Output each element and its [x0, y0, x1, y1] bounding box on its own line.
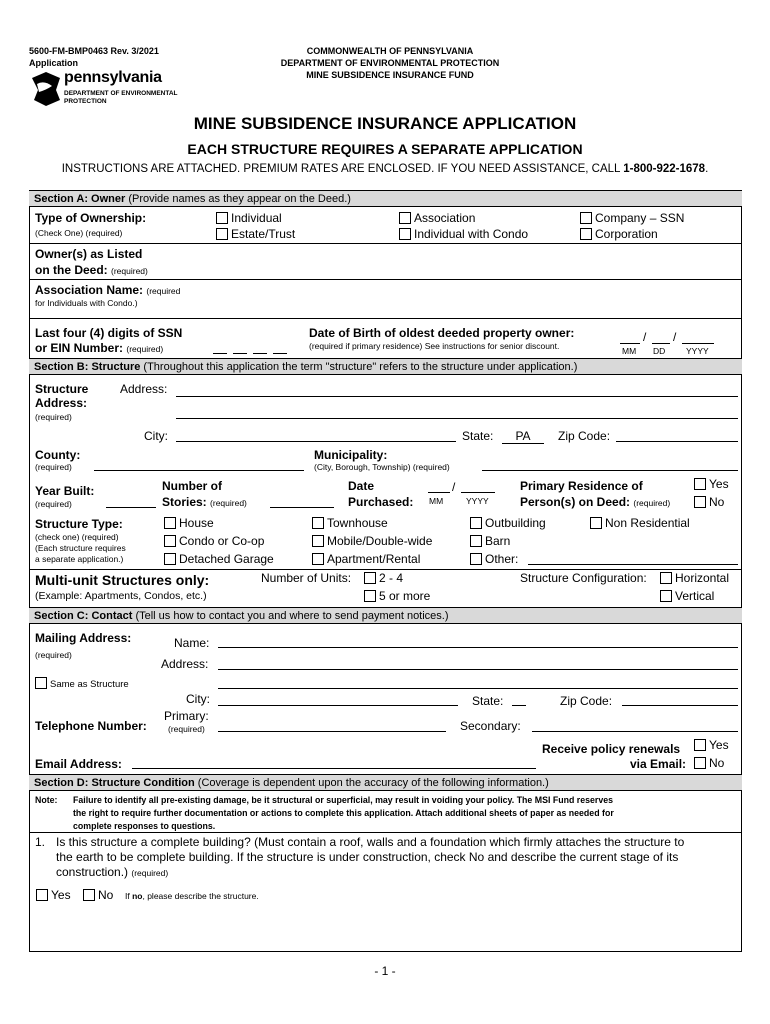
option-label: Individual [231, 211, 282, 225]
date-purchased-label: Date [348, 479, 375, 493]
structure-state-input[interactable]: PA [502, 429, 544, 444]
option-label: Horizontal [675, 571, 730, 585]
purchase-yyyy-hint: YYYY [466, 496, 489, 506]
option-label: Detached Garage [179, 552, 274, 566]
primary-yes-option[interactable] [694, 477, 729, 491]
contact-name-input[interactable] [218, 647, 738, 648]
agency-line3: MINE SUBSIDENCE INSURANCE FUND [306, 70, 474, 80]
option-label: Company – SSN [595, 211, 685, 225]
option-label: Estate/Trust [231, 227, 296, 241]
assoc-label-row [35, 283, 180, 297]
q1-line-3-text: construction.) [56, 865, 129, 879]
state-label: State: [462, 429, 494, 443]
ownership-condo-option[interactable] [399, 227, 528, 241]
section-c-header [29, 607, 742, 624]
renewals-label: Receive policy renewals [542, 742, 681, 756]
ownership-association-option[interactable] [399, 211, 475, 225]
primary-phone-label: Primary: [164, 709, 209, 723]
purchase-month-input[interactable] [428, 492, 450, 493]
owners-label: Owner(s) as Listed [35, 247, 143, 261]
section-c-title: Section C: Contact [34, 610, 133, 622]
dob-day-input[interactable] [652, 343, 670, 344]
checkbox[interactable] [312, 517, 324, 529]
q1-if-no-text [125, 891, 259, 901]
checkbox[interactable] [580, 228, 592, 240]
ownership-estate-option[interactable] [216, 227, 295, 241]
structure-type-label: Structure Type: [35, 517, 123, 531]
section-b-header [29, 358, 742, 375]
ownership-company-option[interactable] [580, 211, 684, 225]
owners-on-deed: on the Deed: [35, 263, 108, 277]
form-number: 5600-FM-BMP0463 Rev. 3/2021 [29, 46, 159, 56]
divider [29, 318, 742, 319]
dob-year-input[interactable] [682, 343, 714, 344]
q1-if-rest: , please describe the structure. [142, 891, 259, 901]
email-renew-no-option[interactable] [694, 756, 724, 770]
units-label: Number of Units: [261, 571, 352, 585]
structure-address-input[interactable] [176, 396, 738, 397]
note-label: Note: [35, 795, 58, 805]
checkbox[interactable] [216, 212, 228, 224]
dob-yyyy-hint: YYYY [686, 346, 709, 356]
renewals-label-2: via Email: [630, 757, 687, 771]
purchase-mm-hint: MM [429, 496, 444, 506]
logo-dept: DEPARTMENT OF ENVIRONMENTAL [64, 90, 178, 97]
page-title: MINE SUBSIDENCE INSURANCE APPLICATION [193, 114, 577, 133]
q1-yes-option[interactable] [36, 888, 71, 902]
stories-label-2 [162, 495, 247, 509]
option-label: Outbuilding [485, 516, 546, 530]
form-type: Application [29, 58, 78, 68]
option-label: Individual with Condo [414, 227, 529, 241]
primary-label-b: Person(s) on Deed: [520, 495, 631, 509]
structure-address-label: Structure [35, 382, 89, 396]
page-subtitle: EACH STRUCTURE REQUIRES A SEPARATE APPLICATION [187, 141, 583, 157]
structure-type-req-1: (check one) (required) [35, 532, 119, 542]
primary-phone-input[interactable] [218, 731, 446, 732]
type-nonresidential-option[interactable] [590, 516, 690, 530]
q1-line-1: Is this structure a complete building? (Must contain a roof, walls and a foundation which firmly attaches the structure to [56, 835, 685, 849]
stories-input[interactable] [270, 507, 334, 508]
stories-label: Number of [162, 479, 222, 493]
date-purchased-label-2: Purchased: [348, 495, 414, 509]
contact-zip-input[interactable] [622, 705, 738, 706]
option-label: Vertical [675, 589, 715, 603]
checkbox[interactable] [164, 535, 176, 547]
q1-number: 1. [35, 835, 46, 849]
owners-input[interactable] [170, 246, 740, 278]
type-barn-option[interactable] [470, 534, 510, 548]
year-built-label: Year Built: [35, 484, 95, 498]
primary-req: (required) [633, 498, 671, 508]
instructions-line: INSTRUCTIONS ARE ATTACHED. PREMIUM RATES ARE ENCLOSED. IF YOU NEED ASSISTANCE, CALL 1-800-922-1678. [61, 163, 709, 175]
q1-description-input[interactable] [36, 906, 736, 948]
secondary-phone-label: Secondary: [460, 719, 521, 733]
option-label: Non Residential [605, 516, 690, 530]
ownership-individual-option[interactable] [216, 211, 282, 225]
address-label: Address: [120, 382, 168, 396]
option-label: Same as Structure [50, 679, 129, 690]
name-label: Name: [174, 636, 210, 650]
stories-label-b: Stories: [162, 495, 207, 509]
option-label: House [179, 516, 214, 530]
section-d-note: (Coverage is dependent upon the accuracy of the following information.) [194, 777, 549, 789]
structure-zip-input[interactable] [616, 441, 738, 442]
q1-no-option[interactable] [83, 888, 113, 902]
assoc-req: (required [146, 286, 181, 296]
primary-residence-label: Primary Residence of [520, 479, 643, 493]
type-other-option[interactable] [470, 552, 518, 566]
option-label: Yes [709, 477, 729, 491]
assoc-label: Association Name: [35, 283, 144, 297]
pa-keystone-logo-icon [30, 70, 62, 108]
mailing-address-req: (required) [35, 650, 72, 660]
checkbox[interactable] [216, 228, 228, 240]
option-label: Yes [51, 888, 71, 902]
checkbox[interactable] [399, 228, 411, 240]
option-label: Yes [709, 738, 729, 752]
divider [29, 832, 742, 833]
checkbox[interactable] [35, 677, 47, 689]
type-garage-option[interactable] [164, 552, 274, 566]
checkbox[interactable] [470, 535, 482, 547]
type-condo-option[interactable] [164, 534, 264, 548]
association-name-input[interactable] [200, 282, 740, 316]
divider [29, 243, 742, 244]
option-label: Other: [485, 552, 519, 566]
config-label: Structure Configuration: [520, 571, 647, 585]
config-vertical-option[interactable] [660, 589, 714, 603]
option-label: Corporation [595, 227, 658, 241]
divider [29, 569, 742, 570]
contact-address-input[interactable] [218, 669, 738, 670]
checkbox[interactable] [36, 889, 48, 901]
section-d-header [29, 774, 742, 791]
option-label: No [98, 888, 114, 902]
units-2-4-option[interactable] [364, 571, 403, 585]
checkbox[interactable] [164, 553, 176, 565]
primary-no-option[interactable] [694, 495, 724, 509]
q1-req: (required) [131, 868, 169, 878]
checkbox[interactable] [694, 739, 706, 751]
page-number: - 1 - [374, 964, 396, 978]
contact-city-input[interactable] [218, 705, 458, 706]
ssn-digit-3[interactable] [253, 353, 267, 354]
checkbox[interactable] [660, 572, 672, 584]
checkbox[interactable] [470, 517, 482, 529]
option-label: Townhouse [327, 516, 388, 530]
dob-dd-hint: DD [653, 346, 666, 356]
note-line-1: Failure to identify all pre-existing damage, be it structural or superficial, may result in voiding your policy. The MSI Fund reserves [73, 795, 613, 805]
option-label: Apartment/Rental [327, 552, 421, 566]
checkbox[interactable] [694, 757, 706, 769]
checkbox[interactable] [590, 517, 602, 529]
type-house-option[interactable] [164, 516, 214, 530]
option-label: 2 - 4 [379, 571, 404, 585]
owners-label-2 [35, 263, 148, 277]
structure-address-input-2[interactable] [176, 418, 738, 419]
contact-zip-label: Zip Code: [560, 694, 613, 708]
divider [29, 279, 742, 280]
owners-req: (required) [111, 266, 148, 276]
email-input[interactable] [132, 768, 536, 769]
checkbox[interactable] [470, 553, 482, 565]
logo-wordmark: pennsylvania [64, 69, 162, 86]
checkbox[interactable] [660, 590, 672, 602]
checkbox[interactable] [399, 212, 411, 224]
contact-state-label: State: [472, 694, 504, 708]
date-slash: / [673, 330, 677, 344]
ownership-corporation-option[interactable] [580, 227, 658, 241]
checkbox[interactable] [164, 517, 176, 529]
ssn-digit-4[interactable] [273, 353, 287, 354]
option-label: No [709, 756, 725, 770]
ssn-label-2 [35, 341, 163, 355]
option-label: Association [414, 211, 476, 225]
municipality-input[interactable] [482, 470, 738, 471]
email-renew-yes-option[interactable] [694, 738, 729, 752]
contact-address-label: Address: [161, 657, 209, 671]
structure-address-req: (required) [35, 412, 72, 422]
checkbox[interactable] [312, 535, 324, 547]
date-slash: / [643, 330, 647, 344]
logo-protection: PROTECTION [64, 98, 107, 105]
dob-mm-hint: MM [622, 346, 637, 356]
checkbox[interactable] [364, 590, 376, 602]
county-input[interactable] [94, 470, 304, 471]
dob-month-input[interactable] [620, 343, 640, 344]
config-horizontal-option[interactable] [660, 571, 729, 585]
section-a-header [29, 190, 742, 207]
multi-unit-label: Multi-unit Structures only: [35, 572, 210, 588]
section-a-note: (Provide names as they appear on the Deed.) [125, 193, 351, 205]
type-mobile-option[interactable] [312, 534, 432, 548]
assoc-req-2: for Individuals with Condo.) [35, 298, 138, 308]
same-as-structure-option[interactable] [35, 677, 129, 690]
checkbox[interactable] [312, 553, 324, 565]
q1-if-no: no [132, 891, 143, 901]
contact-address-input-2[interactable] [218, 688, 738, 689]
option-label: No [709, 495, 725, 509]
secondary-phone-input[interactable] [532, 731, 738, 732]
primary-residence-label-2 [520, 495, 670, 509]
q1-line-2: the earth to be complete building. If the structure is under construction, check No and describe the current stage of its [56, 850, 679, 864]
structure-type-req-3: a separate application.) [35, 554, 124, 564]
purchase-year-input[interactable] [461, 492, 495, 493]
note-line-3: complete responses to questions. [73, 821, 216, 831]
ownership-type-req: (Check One) (required) [35, 228, 123, 238]
primary-phone-req: (required) [168, 724, 205, 734]
note-line-2: the right to require further documentation or actions to complete this application. Attach additional sheets of paper as needed for [73, 808, 614, 818]
city-label: City: [144, 429, 168, 443]
contact-city-label: City: [186, 692, 210, 706]
ein-label: or EIN Number: [35, 341, 124, 355]
year-built-input[interactable] [106, 507, 156, 508]
ssn-label: Last four (4) digits of SSN [35, 326, 183, 340]
agency-line1: COMMONWEALTH OF PENNSYLVANIA [306, 46, 474, 56]
type-other-input[interactable] [528, 564, 738, 565]
zip-label: Zip Code: [558, 429, 611, 443]
option-label: Barn [485, 534, 511, 548]
email-label: Email Address: [35, 757, 122, 771]
section-b-title: Section B: Structure [34, 361, 141, 373]
q1-if: If [125, 891, 133, 901]
option-label: Condo or Co-op [179, 534, 265, 548]
county-req: (required) [35, 462, 72, 472]
checkbox[interactable] [364, 572, 376, 584]
checkbox[interactable] [580, 212, 592, 224]
option-label: 5 or more [379, 589, 431, 603]
type-outbuilding-option[interactable] [470, 516, 546, 530]
date-slash: / [452, 480, 456, 494]
units-5-plus-option[interactable] [364, 589, 430, 603]
ssn-req: (required) [126, 344, 164, 354]
year-built-req: (required) [35, 499, 72, 509]
checkbox[interactable] [694, 496, 706, 508]
municipality-label: Municipality: [314, 448, 388, 462]
type-apartment-option[interactable] [312, 552, 420, 566]
checkbox[interactable] [694, 478, 706, 490]
checkbox[interactable] [83, 889, 95, 901]
multi-unit-example: (Example: Apartments, Condos, etc.) [35, 590, 207, 602]
ssn-digit-2[interactable] [233, 353, 247, 354]
type-townhouse-option[interactable] [312, 516, 388, 530]
option-label: Mobile/Double-wide [327, 534, 433, 548]
stories-req: (required) [210, 498, 247, 508]
structure-city-input[interactable] [176, 441, 456, 442]
contact-state-input[interactable] [512, 705, 526, 706]
telephone-label: Telephone Number: [35, 719, 147, 733]
mailing-address-label: Mailing Address: [35, 631, 132, 645]
section-d-title: Section D: Structure Condition [34, 777, 195, 789]
municipality-req: (City, Borough, Township) (required) [314, 462, 450, 472]
county-label: County: [35, 448, 81, 462]
assistance-phone: 1-800-922-1678 [623, 163, 706, 175]
agency-line2: DEPARTMENT OF ENVIRONMENTAL PROTECTION [280, 58, 500, 68]
q1-line-3 [56, 865, 168, 879]
structure-type-req-2: (Each structure requires [35, 543, 126, 553]
section-a-title: Section A: Owner [34, 193, 126, 205]
ssn-digit-1[interactable] [213, 353, 227, 354]
structure-address-label-2: Address: [35, 396, 88, 410]
instructions-text: INSTRUCTIONS ARE ATTACHED. PREMIUM RATES ARE ENCLOSED. IF YOU NEED ASSISTANCE, CALL [61, 163, 624, 175]
section-b-note: (Throughout this application the term "structure" refers to the structure under application.) [140, 361, 578, 373]
section-c-note: (Tell us how to contact you and where to send payment notices.) [132, 610, 449, 622]
ownership-type-label: Type of Ownership: [35, 211, 147, 225]
dob-label: Date of Birth of oldest deeded property owner: [309, 326, 575, 340]
dob-note: (required if primary residence) See instructions for senior discount. [309, 341, 560, 351]
